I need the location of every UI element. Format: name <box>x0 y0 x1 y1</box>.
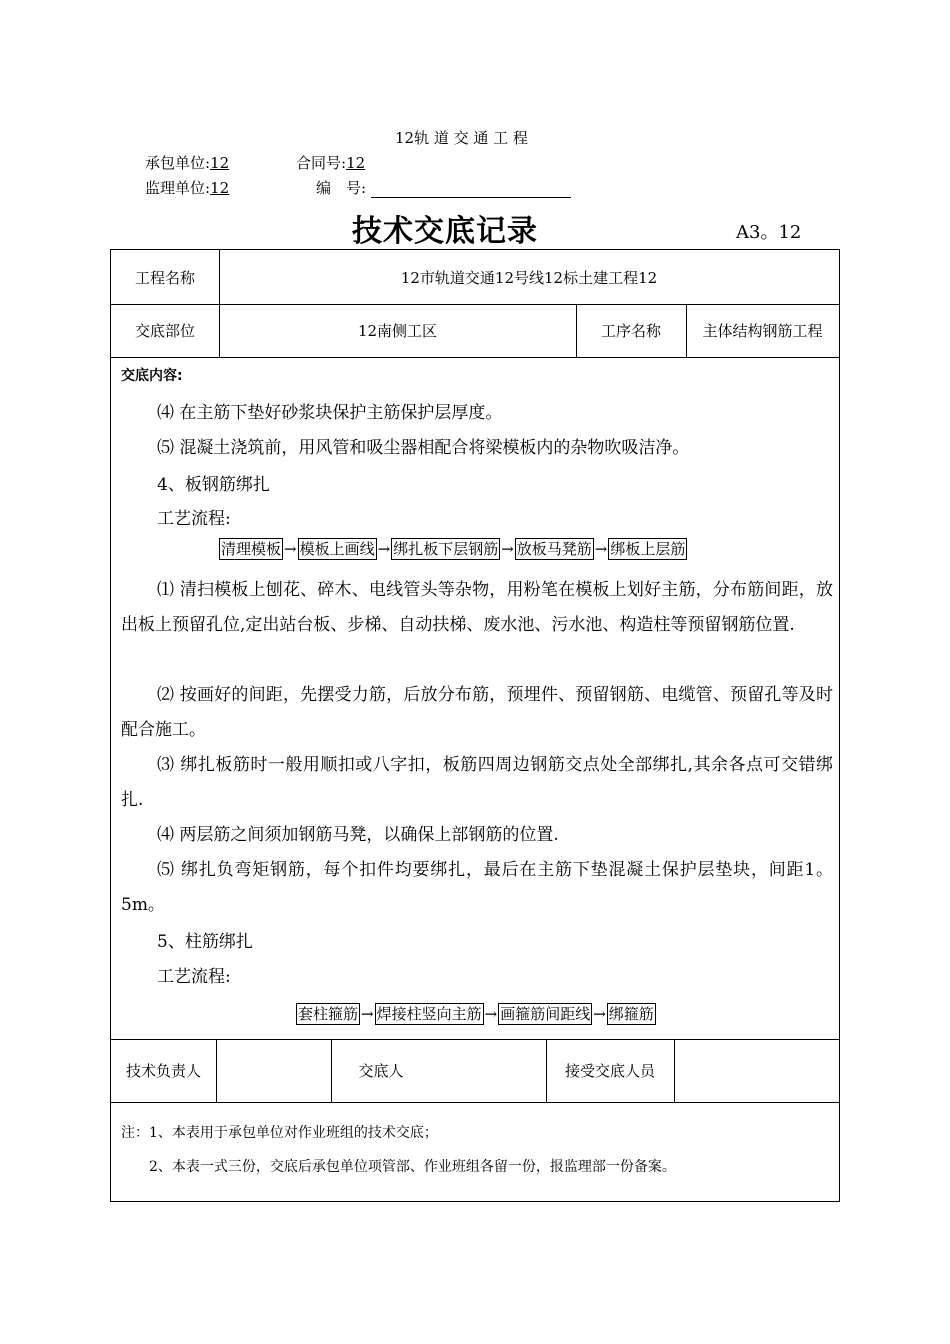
contractor-label: 承包单位: <box>145 154 211 172</box>
arrow-icon: → <box>361 1005 374 1023</box>
flow-step: 绑板上层筋 <box>610 540 686 558</box>
flow-step: 放板马凳筋 <box>516 540 592 558</box>
note-line-1: 注：1、本表用于承包单位对作业班组的技术交底； <box>121 1125 438 1141</box>
arrow-icon: → <box>593 1005 606 1023</box>
disclosure-form <box>110 249 840 1202</box>
receiver-signature-field[interactable] <box>674 1039 839 1102</box>
flow-step: 模板上画线 <box>299 540 375 558</box>
receiver-label: 接受交底人员 <box>564 1062 655 1080</box>
paragraph: 工艺流程: <box>157 509 231 529</box>
project-name-label: 工程名称 <box>134 268 195 287</box>
paragraph: ⑷ 在主筋下垫好砂浆块保护主筋保护层厚度。 <box>157 403 503 423</box>
supervisor-value: 12 <box>210 179 230 197</box>
flow-step: 焊接柱竖向主筋 <box>376 1005 482 1023</box>
section-heading: 5、柱筋绑扎 <box>157 932 253 952</box>
project-name-value: 12市轨道交通12号线12标土建工程12 <box>400 268 658 287</box>
supervisor-row <box>145 178 239 198</box>
paragraph: 工艺流程: <box>157 967 231 987</box>
arrow-icon: → <box>594 540 608 558</box>
paragraph: ⑵ 按画好的间距，先摆受力筋，后放分布筋，预埋件、预留钢筋、电缆管、预留孔等及时配合施工。 <box>121 685 833 740</box>
discloser-signature-field[interactable] <box>431 1039 546 1102</box>
document-title: 技术交底记录 <box>352 214 538 249</box>
serial-value <box>371 181 571 198</box>
note-line-2: 2、本表一式三份，交底后承包单位项管部、作业班组各留一份，报监理部一份备案。 <box>149 1159 676 1175</box>
process-flow-column <box>296 1003 656 1025</box>
section-heading: 4、板钢筋绑扎 <box>157 475 270 495</box>
row-divider <box>111 1102 839 1103</box>
flow-step: 清理模板 <box>221 540 282 558</box>
paragraph: ⑸ 混凝土浇筑前，用风管和吸尘器相配合将梁模板内的杂物吹吸洁净。 <box>157 438 690 458</box>
flow-step: 画箍筋间距线 <box>500 1005 591 1023</box>
arrow-icon: → <box>284 540 297 558</box>
flow-step: 绑箍筋 <box>608 1005 654 1023</box>
document-code: A3。12 <box>736 222 802 243</box>
process-label: 工序名称 <box>600 322 661 340</box>
row-divider <box>111 357 839 358</box>
project-title: 12轨 道 交 通 工 程 <box>395 129 528 147</box>
discloser-label: 交底人 <box>358 1062 404 1080</box>
contractor-value: 12 <box>210 154 230 172</box>
flow-step: 套柱箍筋 <box>298 1005 359 1023</box>
content-label: 交底内容: <box>121 368 183 384</box>
contract-no-value: 12 <box>346 154 366 172</box>
contract-no-row <box>296 153 365 173</box>
paragraph: ⑸ 绑扎负弯矩钢筋，每个扣件均要绑扎，最后在主筋下垫混凝土保护层垫块，间距1。5m。 <box>121 860 833 915</box>
arrow-icon: → <box>484 1005 498 1023</box>
contract-no-label: 合同号: <box>296 154 347 172</box>
serial-row <box>316 178 571 198</box>
process-value: 主体结构钢筋工程 <box>702 322 823 340</box>
part-label: 交底部位 <box>134 322 195 340</box>
arrow-icon: → <box>501 540 514 558</box>
paragraph: ⑷ 两层筋之间须加钢筋马凳，以确保上部钢筋的位置. <box>157 825 559 845</box>
serial-label: 编 号: <box>316 179 367 197</box>
paragraph: ⑶ 绑扎板筋时一般用顺扣或八字扣，板筋四周边钢筋交点处全部绑扎,其余各点可交错绑扎. <box>121 755 833 810</box>
contractor-row <box>145 153 229 173</box>
part-value: 12南侧工区 <box>357 322 438 340</box>
process-flow-slab <box>219 538 687 560</box>
flow-step: 绑扎板下层钢筋 <box>393 540 499 558</box>
paragraph: ⑴ 清扫模板上刨花、碎木、电线管头等杂物，用粉笔在模板上划好主筋，分布筋间距，放出板上预留孔位,定出站台板、步梯、自动扶梯、废水池、污水池、构造柱等预留钢筋位置. <box>121 580 833 635</box>
arrow-icon: → <box>377 540 391 558</box>
tech-lead-label: 技术负责人 <box>125 1062 201 1080</box>
tech-lead-signature-field[interactable] <box>216 1039 331 1102</box>
supervisor-label: 监理单位: <box>145 179 211 197</box>
